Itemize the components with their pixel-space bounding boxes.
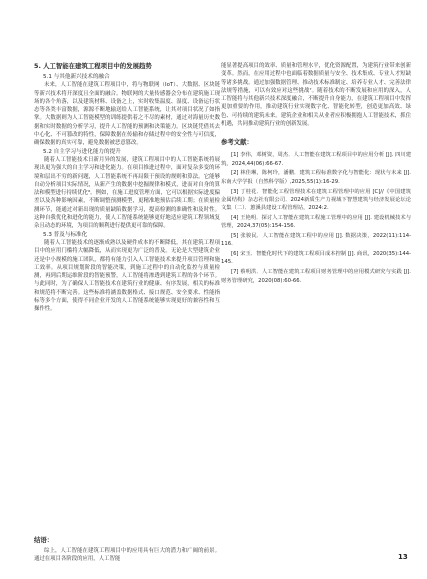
right-column <box>221 62 411 286</box>
conclusion-continued-paragraph: 能显著提高项目的效率、质量和管理水平，优化资源配置，为建筑行业带来创新变革。然而，在应用过程中也面临着数据质量与安全、技术集成、专业人才短缺等诸多挑战。通过加强数据管理、推动技术标准制定、培养专业人才、完善法律法规等措施，可以有效应对这些挑战⁷。随着技术的不断发展和应用的深入，人工智能将与其他新兴技术深度融合，不断提升自身能力，在建筑工程项目中发挥更加重要的作用，推动建筑行业实现数字化、智能化转型，创造更加高效、绿色、可持续的建筑未来。建筑企业和相关从业者应积极拥抱人工智能技术，抓住机遇，共同推动建筑行业的创新发展。 <box>221 63 411 128</box>
reference-item: [7] 蔡明洪．人工智能在建筑工程项目财务管理中的应用模式研究与实践 [J]. 财务管理研究，2020(08):60-66. <box>221 269 411 284</box>
conclusion-title: 结语： <box>34 536 54 544</box>
conclusion-section <box>34 536 411 564</box>
references-list <box>221 151 411 284</box>
paragraph-5-2: 随着人工智能技术日新月异的发展，建筑工程项目中的人工智能系统将展现出更为强大的自主学习和进化能力。在项目推进过程中，面对复杂多变的环境和层出不穷的新问题，人工智能系统不再局限于预设的规则和算法。它能够自动分析项目实际情况，从新产生的数据中挖掘规律和模式，进而对自身的算法和模型进行持续优化⁶。例如，在施工进度管理方面，它可以根据实际进度偏差以及各种影响因素，不断调整预测模型，更精准地预估后续工期；在质量检测环节，能通过对新出现的质量缺陷数据学习，提高检测的准确性和及时性。这种自我优化和进化的能力，使人工智能系统能够更好地适应建筑工程领域复杂且动态的环境，为项目的顺利进行提供更可靠的保障。 <box>34 156 220 230</box>
reference-item: [4] 王艳明．探讨人工智能在建筑工程施工管理中的应用 [J]. 建设机械技术与管理，2024,37(05):154-156. <box>221 214 411 230</box>
reference-item: [1] 李伟，邓树资，周杰．人工智能在建筑工程项目中的应用分析 [J]. 四川建筑，2024,44(06):66-67. <box>221 152 411 167</box>
paragraph-5-3: 随着人工智能技术的逐渐成熟以及硬件成本的不断降低，其在建筑工程项目中的应用门槛将大幅降低，从而实现更为广泛的普及。无论是大型建筑企业还是中小规模的施工团队，都将有能力引入人工智能技术来提升项目管理和施工效率。从项目规划阶段的智能决策，到施工过程中的自动化监控与质量检测，再到后期运维阶段的智能预警，人工智能将渗透到建筑工程的各个环节。与此同时，为了确保人工智能技术在建筑行业的健康、有序发展，相关的标准和规范将不断完善。这些标准将涵盖数据格式、接口规范、安全要求、性能指标等多个方面，使得不同企业开发的人工智能系统能够实现更好的兼容性和互操作性。 <box>34 239 220 313</box>
reference-item: [6] 宋玉．智能化时代下的建筑工程项目成本控制 [J]. 商讯，2020(35):144-145. <box>221 251 411 266</box>
paragraph-5-1: 未来，人工智能在建筑工程项目中，将与物联网（IoT）、大数据、区块链等新兴技术将开深度且全面的融合。物联网的大量传感器会分布在建筑施工现场的各个角落，以及建筑材料、设备之上，实时收集温度、湿度、设备运行状态等各类丰富数据，源源不断地输送给人工智能系统，让其对项目状况了如指掌。大数据则为人工智能模型的训练提供着之不尽的素材，通过对海量历史数据和实时数据的分析学习，提升人工智能的预测和决策能力。区块链凭借其去中心化、不可篡改的特性，保障数据在传输和存储过程中的安全性与可信度，确保数据的真实可靠，避免数据被恶意篡改。 <box>34 82 220 147</box>
conclusion-paragraph: 综上，人工智能在建筑工程项目中的应用具有巨大的潜力和广阔的前景。通过在项目各阶段的应用，人工智能 <box>34 548 220 563</box>
left-column <box>34 62 220 314</box>
reference-item: [2] 林佳琳，陈柯玲，潘鹏．建筑工程标准数字化与智能化：现状与未来 [J]. 东南大学学报（自然科学版）,2025,55(1):16-29. <box>221 170 411 185</box>
section-title: 5. 人工智能在建筑工程项目中的发展趋势 <box>34 62 152 70</box>
subsection-title-5-1: 5.1 与其他新兴技术的融合 <box>43 74 110 80</box>
subsection-title-5-2: 5.2 自主学习与进化能力的提升 <box>43 148 121 155</box>
subsection-title-5-3: 5.3 普及与标准化 <box>43 231 88 238</box>
reference-item: [3] 丁桂花．智能化工程管理技术在建筑工程管理中的应用 [C]//《中国建筑金属结构》杂志社有限公司．2024新质生产力视域下智慧建筑与经济发展论坛论文集（二）．蕙溪县建设工程管理站，2024:2. <box>221 188 411 212</box>
references-title: 参考文献： <box>221 138 253 147</box>
page-number: 13 <box>398 553 408 561</box>
reference-item: [5] 张骏民．人工智能在建筑工程中的应用 [J]. 数据决策，2022(11):114-116. <box>221 233 411 248</box>
